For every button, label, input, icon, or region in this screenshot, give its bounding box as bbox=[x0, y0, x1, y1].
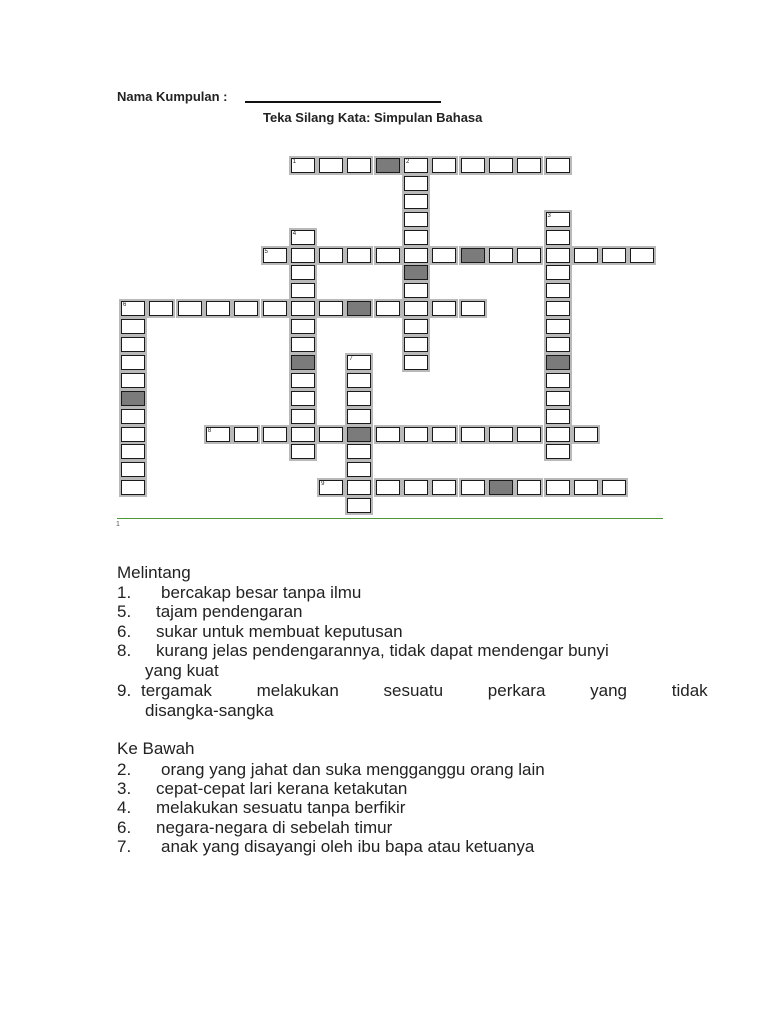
grid-cell[interactable] bbox=[347, 158, 371, 173]
grid-cell[interactable] bbox=[347, 373, 371, 388]
grid-clue-number: 4 bbox=[292, 230, 297, 237]
grid-cell[interactable] bbox=[517, 248, 541, 263]
footnote-mark: 1 bbox=[116, 521, 120, 528]
group-name-label: Nama Kumpulan : bbox=[117, 89, 228, 104]
grid-cell[interactable] bbox=[404, 248, 428, 263]
grid-cell[interactable] bbox=[461, 158, 485, 173]
grid-cell[interactable] bbox=[121, 462, 145, 477]
grid-cell[interactable] bbox=[376, 480, 400, 495]
clue-text: bercakap besar tanpa ilmu bbox=[161, 583, 362, 602]
clue-text: anak yang disayangi oleh ibu bapa atau ketuanya bbox=[161, 837, 535, 856]
grid-cell[interactable] bbox=[347, 498, 371, 513]
grid-cell[interactable] bbox=[291, 391, 315, 406]
grid-cell[interactable] bbox=[234, 301, 258, 316]
grid-cell[interactable] bbox=[206, 301, 230, 316]
grid-cell[interactable] bbox=[546, 319, 570, 334]
grid-cell[interactable] bbox=[432, 301, 456, 316]
grid-cell[interactable] bbox=[291, 301, 315, 316]
grid-cell[interactable] bbox=[404, 427, 428, 442]
blocked-cell bbox=[404, 265, 428, 280]
grid-cell[interactable] bbox=[291, 265, 315, 280]
grid-cell[interactable] bbox=[121, 480, 145, 495]
clue-number: 6. bbox=[117, 818, 132, 837]
grid-cell[interactable] bbox=[121, 355, 145, 370]
grid-cell[interactable] bbox=[149, 301, 173, 316]
grid-cell[interactable] bbox=[404, 194, 428, 209]
grid-cell[interactable] bbox=[574, 480, 598, 495]
clue-text: melakukan sesuatu tanpa berfikir bbox=[156, 798, 406, 817]
grid-cell[interactable] bbox=[517, 158, 541, 173]
grid-cell[interactable] bbox=[347, 444, 371, 459]
grid-cell[interactable] bbox=[376, 248, 400, 263]
grid-cell[interactable] bbox=[546, 301, 570, 316]
grid-clue-number: 1 bbox=[292, 159, 297, 165]
clue-number: 9. bbox=[117, 681, 132, 700]
grid-cell[interactable] bbox=[178, 301, 202, 316]
grid-cell[interactable] bbox=[546, 480, 570, 495]
clue-number: 1. bbox=[117, 583, 132, 602]
grid-clue-number: 2 bbox=[406, 159, 410, 165]
grid-cell[interactable] bbox=[461, 427, 485, 442]
clue-number: 2. bbox=[117, 760, 132, 779]
clue-number: 6. bbox=[117, 622, 132, 641]
down-clue bbox=[117, 760, 545, 780]
grid-cell[interactable] bbox=[461, 301, 485, 316]
grid-cell[interactable] bbox=[404, 230, 428, 245]
grid-cell[interactable] bbox=[121, 409, 145, 424]
grid-clue-number: 6 bbox=[123, 302, 127, 309]
across-clue-continued: yang kuat bbox=[145, 661, 219, 680]
grid-cell[interactable] bbox=[546, 373, 570, 388]
clue-number: 8. bbox=[117, 641, 132, 660]
grid-cell[interactable] bbox=[432, 480, 456, 495]
grid-cell[interactable] bbox=[602, 480, 626, 495]
clue-text: kurang jelas pendengarannya, tidak dapat mendengar bunyi bbox=[156, 641, 609, 660]
grid-cell[interactable] bbox=[432, 248, 456, 263]
down-heading: Ke Bawah bbox=[117, 739, 195, 758]
page-title: Teka Silang Kata: Simpulan Bahasa bbox=[263, 110, 483, 125]
blocked-cell bbox=[347, 427, 371, 442]
grid-cell[interactable] bbox=[234, 427, 258, 442]
grid-cell[interactable] bbox=[291, 427, 315, 442]
grid-clue-number: 3 bbox=[547, 212, 551, 219]
grid-cell[interactable] bbox=[291, 248, 315, 263]
grid-cell[interactable] bbox=[121, 319, 145, 334]
grid-cell[interactable] bbox=[489, 248, 513, 263]
across-clue bbox=[117, 641, 651, 661]
grid-cell[interactable] bbox=[546, 444, 570, 459]
grid-cell[interactable] bbox=[121, 427, 145, 442]
grid-cell[interactable] bbox=[291, 444, 315, 459]
grid-cell[interactable] bbox=[432, 158, 456, 173]
grid-cell[interactable] bbox=[546, 283, 570, 298]
blocked-cell bbox=[347, 301, 371, 316]
grid-cell[interactable] bbox=[432, 427, 456, 442]
grid-cell[interactable] bbox=[263, 301, 287, 316]
clue-text: tajam pendengaran bbox=[156, 602, 303, 621]
grid-cell[interactable] bbox=[291, 409, 315, 424]
grid-cell[interactable] bbox=[404, 212, 428, 227]
grid-cell[interactable] bbox=[546, 427, 570, 442]
grid-cell[interactable] bbox=[546, 337, 570, 352]
grid-cell[interactable] bbox=[404, 337, 428, 352]
clue-text: tergamak melakukan sesuatu perkara yang tidak bbox=[141, 681, 708, 700]
grid-cell[interactable] bbox=[121, 373, 145, 388]
grid-cell[interactable] bbox=[347, 409, 371, 424]
grid-cell[interactable] bbox=[546, 409, 570, 424]
grid-cell[interactable] bbox=[546, 158, 570, 173]
grid-cell[interactable] bbox=[517, 427, 541, 442]
grid-cell[interactable] bbox=[602, 248, 626, 263]
grid-cell[interactable] bbox=[489, 158, 513, 173]
across-heading: Melintang bbox=[117, 563, 191, 582]
grid-cell[interactable] bbox=[347, 248, 371, 263]
clue-text: orang yang jahat dan suka mengganggu orang lain bbox=[161, 760, 545, 779]
grid-cell[interactable] bbox=[404, 176, 428, 191]
down-clue bbox=[117, 818, 392, 838]
clue-text: cepat-cepat lari kerana ketakutan bbox=[156, 779, 408, 798]
clue-number: 4. bbox=[117, 798, 132, 817]
grid-cell[interactable] bbox=[404, 319, 428, 334]
grid-cell[interactable] bbox=[404, 301, 428, 316]
grid-cell[interactable] bbox=[376, 301, 400, 316]
grid-cell[interactable] bbox=[546, 265, 570, 280]
grid-cell[interactable] bbox=[121, 444, 145, 459]
blocked-cell bbox=[461, 248, 485, 263]
grid-cell[interactable] bbox=[291, 337, 315, 352]
grid-cell[interactable] bbox=[291, 319, 315, 334]
grid-cell[interactable] bbox=[376, 427, 400, 442]
grid-cell[interactable] bbox=[121, 337, 145, 352]
grid-cell[interactable] bbox=[630, 248, 654, 263]
clue-text: negara-negara di sebelah timur bbox=[156, 818, 393, 837]
grid-cell[interactable] bbox=[347, 462, 371, 477]
grid-cell[interactable] bbox=[517, 480, 541, 495]
grid-clue-number: 7 bbox=[349, 355, 353, 362]
blocked-cell bbox=[546, 355, 570, 370]
grid-cell[interactable] bbox=[574, 427, 598, 442]
down-clue bbox=[117, 798, 405, 818]
grid-cell[interactable] bbox=[319, 427, 343, 442]
grid-cell[interactable] bbox=[546, 391, 570, 406]
blocked-cell bbox=[121, 391, 145, 406]
grid-cell[interactable] bbox=[347, 391, 371, 406]
blocked-cell bbox=[291, 355, 315, 370]
grid-cell[interactable] bbox=[347, 480, 371, 495]
across-clue bbox=[117, 681, 708, 701]
clue-number: 3. bbox=[117, 779, 132, 798]
grid-cell[interactable] bbox=[319, 158, 343, 173]
clue-number: 5. bbox=[117, 602, 132, 621]
grid-cell[interactable] bbox=[574, 248, 598, 263]
grid-cell[interactable] bbox=[319, 248, 343, 263]
across-clue bbox=[117, 622, 403, 642]
grid-cell[interactable] bbox=[291, 283, 315, 298]
grid-cell[interactable] bbox=[404, 283, 428, 298]
grid-clue-number: 8 bbox=[207, 427, 212, 434]
across-clue-continued: disangka-sangka bbox=[145, 701, 274, 720]
grid-cell[interactable] bbox=[263, 427, 287, 442]
down-clue bbox=[117, 779, 407, 799]
divider bbox=[117, 518, 663, 519]
grid-cell[interactable] bbox=[461, 480, 485, 495]
clue-text: sukar untuk membuat keputusan bbox=[156, 622, 403, 641]
clue-number: 7. bbox=[117, 837, 132, 856]
across-clue bbox=[117, 583, 361, 603]
grid-clue-number: 9 bbox=[321, 481, 325, 488]
grid-clue-number: 5 bbox=[264, 248, 268, 255]
grid-cell[interactable] bbox=[319, 301, 343, 316]
across-clue bbox=[117, 602, 303, 622]
grid-cell[interactable] bbox=[404, 480, 428, 495]
grid-cell[interactable] bbox=[489, 427, 513, 442]
grid-cell[interactable] bbox=[404, 355, 428, 370]
blocked-cell bbox=[376, 158, 400, 173]
down-clue bbox=[117, 837, 534, 857]
grid-cell[interactable] bbox=[546, 230, 570, 245]
grid-cell[interactable] bbox=[546, 248, 570, 263]
grid-cell[interactable] bbox=[291, 373, 315, 388]
blocked-cell bbox=[489, 480, 513, 495]
